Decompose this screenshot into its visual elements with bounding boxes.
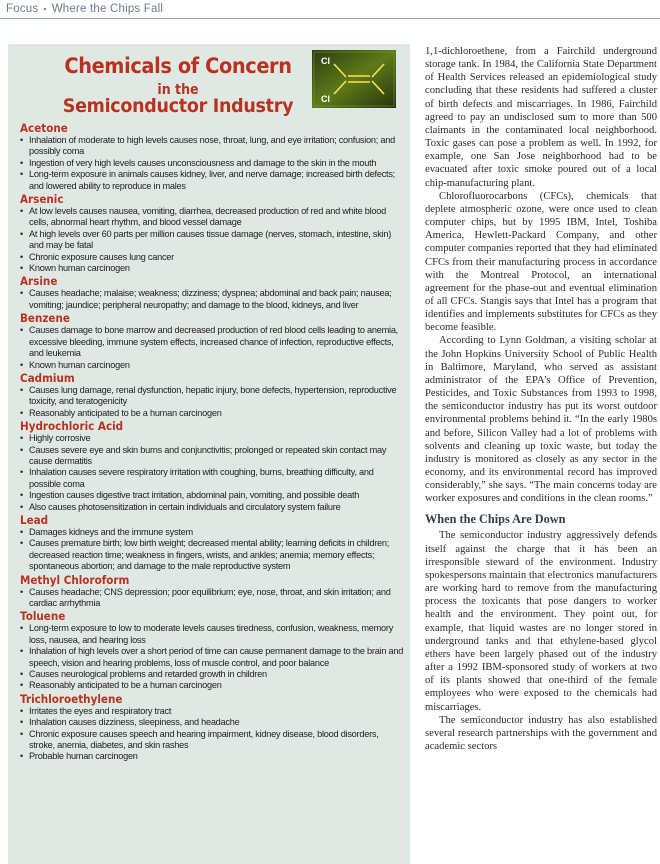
chemical-name: Methyl Chloroform <box>20 573 130 587</box>
chemical-effect-item: • Causes lung damage, renal dysfunction, hepatic injury, bone defects, hypertension, reproductive toxicity, and teratogenicity <box>20 385 404 408</box>
chemical-effect-item: • Highly corrosive <box>20 433 404 444</box>
chemical-entry <box>20 122 404 192</box>
chemical-effects-list <box>20 288 404 311</box>
chemical-effect-item: • Probable human carcinogen <box>20 751 404 762</box>
chemical-effect-item: • Ingestion causes digestive tract irritation, abdominal pain, vomiting, and possible death <box>20 490 404 501</box>
chemical-effect-item: • Inhalation causes dizziness, sleepiness, and headache <box>20 717 404 728</box>
chemical-list <box>20 122 404 764</box>
chemical-effect-item: • Causes severe eye and skin burns and conjunctivitis; prolonged or repeated skin contact may cause dermatitis <box>20 445 404 468</box>
chemical-effect-item: • Reasonably anticipated to be a human carcinogen <box>20 408 404 419</box>
chemical-effect-item: • Long-term exposure in animals causes kidney, liver, and nerve damage; increased birth defects; and lowered ability to reproduce in males <box>20 169 404 192</box>
chemical-effects-list <box>20 706 404 763</box>
header-section: Focus <box>6 3 39 15</box>
header-rule <box>0 18 660 19</box>
article-paragraph: According to Lynn Goldman, a visiting scholar at the John Hopkins University School of Public Health in Baltimore, Maryland, who served as assistant administrator of the EPA's Office of Prevention, Pesticides, and Toxic Substances from 1993 to 1998, the semiconductor industry has put its worst outdoor environmental problems behind it. “In the early 1980s and before, Silicon Valley had a lot of problems with solvents and cleaning up toxic waste, but today the industry is monitored as closely as any sector in the economy, and its environmental record has improved considerably,” she says. “The main concerns today are worker exposures and conditions in the clean rooms.” <box>425 335 657 505</box>
chemical-effects-list <box>20 433 404 513</box>
chemical-effect-item: • Chronic exposure causes speech and hearing impairment, kidney disease, blood disorders, stroke, anemia, diabetes, and skin rashes <box>20 729 404 752</box>
chemical-entry <box>20 275 404 311</box>
chemical-effect-item: • Inhalation of high levels over a short period of time can cause permanent damage to the brain and speech, vision and hearing problems, loss of muscle control, and poor balance <box>20 646 404 669</box>
chemical-name: Benzene <box>20 312 70 326</box>
chemical-effect-item: • Ingestion of very high levels causes unconsciousness and damage to the skin in the mouth <box>20 158 404 169</box>
chemical-effect-item: • Long-term exposure to low to moderate levels causes tiredness, confusion, weakness, memory loss, nausea, and hearing loss <box>20 623 404 646</box>
chemical-name: Arsenic <box>20 193 64 207</box>
chemical-effect-item: • At high levels over 60 parts per million causes tissue damage (nerves, stomach, intestine, skin) and may be fatal <box>20 229 404 252</box>
section-subheading: When the Chips Are Down <box>425 512 566 527</box>
chemical-effects-list <box>20 135 404 192</box>
chemical-name: Lead <box>20 513 49 527</box>
chemical-entry <box>20 574 404 610</box>
sidebar-title-line1: Chemicals of Concern <box>64 54 292 78</box>
chemical-entry <box>20 193 404 274</box>
header-separator: ▪ <box>43 4 47 14</box>
molecule-cl-top: Cl <box>321 56 330 66</box>
chemical-entry <box>20 420 404 513</box>
chemical-entry <box>20 312 404 371</box>
chemical-entry <box>20 610 404 691</box>
chemical-effect-item: • Irritates the eyes and respiratory tract <box>20 706 404 717</box>
chemicals-sidebar <box>8 44 410 864</box>
chemical-effect-item: • Also causes photosensitization in certain individuals and circulatory system failure <box>20 502 404 513</box>
dichloroethene-molecule-image <box>312 50 396 108</box>
chemical-effect-item: • Inhalation causes severe respiratory irritation with coughing, burns, breathing difficulty, and possible coma <box>20 467 404 490</box>
chemical-name: Toluene <box>20 610 66 624</box>
article-column <box>425 45 657 753</box>
chemical-effect-item: • Damages kidneys and the immune system <box>20 527 404 538</box>
chemical-effect-item: • Chronic exposure causes lung cancer <box>20 252 404 263</box>
chemical-name: Arsine <box>20 275 58 289</box>
chemical-name: Cadmium <box>20 371 75 385</box>
chemical-effect-item: • Causes damage to bone marrow and decreased production of red blood cells leading to anemia, excessive bleeding, immune system effects, increased chance of infection, reproductive effects, and leukemia <box>20 325 404 359</box>
chemical-effect-item: • Causes headache; CNS depression; poor equilibrium; eye, nose, throat, and skin irritation; and cardiac arrhythmia <box>20 587 404 610</box>
chemical-effects-list <box>20 206 404 274</box>
chemical-entry <box>20 372 404 419</box>
chemical-effects-list <box>20 587 404 610</box>
chemical-name: Acetone <box>20 122 68 135</box>
article-paragraph: The semiconductor industry has also established several research partnerships with the government and academic sectors <box>425 714 657 752</box>
chemical-entry <box>20 693 404 763</box>
chemical-effect-item: • Reasonably anticipated to be a human carcinogen <box>20 680 404 691</box>
article-paragraph: 1,1-dichloroethene, from a Fairchild underground storage tank. In 1984, the California State Department of Health Services released an epidemiological study concluding that these residents had suffered a cluster of birth defects and miscarriages. In 1986, Fairchild agreed to pay an undisclosed sum to more than 500 claimants in the contaminated local neighborhood. Toxic gases can pose a problem as well. In 1992, for example, one San Jose neighborhood had to be evacuated after toxic smoke poured out of a local chip-manufacturing plant. <box>425 46 657 189</box>
running-header <box>0 0 660 20</box>
chemical-effect-item: • Known human carcinogen <box>20 360 404 371</box>
chemical-effect-item: • Causes neurological problems and retarded growth in children <box>20 669 404 680</box>
chemical-effects-list <box>20 385 404 419</box>
chemical-name: Hydrochloric Acid <box>20 420 124 434</box>
chemical-effect-item: • At low levels causes nausea, vomiting, diarrhea, decreased production of red and white blood cells, abnormal heart rhythm, and blood vessel damage <box>20 206 404 229</box>
sidebar-title-line2: in the <box>157 82 199 98</box>
molecule-cl-bottom: Cl <box>321 94 330 104</box>
chemical-entry <box>20 514 404 573</box>
chemical-effect-item: • Causes premature birth; low birth weight; decreased mental ability; learning deficits in children; decreased reaction time; weakness in fingers, wrists, and ankles; anemia; memory effects; spontaneous abortion; and damage to the male reproductive system <box>20 538 404 572</box>
chemical-effect-item: • Causes headache; malaise; weakness; dizziness; dyspnea; abdominal and back pain; nausea; vomiting; jaundice; peripheral neuropathy; and damage to the blood, kidneys, and liver <box>20 288 404 311</box>
article-paragraph: The semiconductor industry aggressively defends itself against the charge that it has been an irresponsible steward of the environment. Industry spokespersons maintain that electronics manufacturers are working hard to remove from the manufacturing process the toxicants that pose dangers to worker health and the environment. They point out, for example, that liquid wastes are no longer stored in underground tanks and that ethylene-based glycol ethers have been largely phased out of the industry after a 1992 IBM-sponsored study of workers at two of its plants showed that one-third of the female employees who were exposed to the chemicals had miscarriages. <box>425 530 657 713</box>
header-text <box>6 3 163 15</box>
chemical-effects-list <box>20 325 404 371</box>
header-title: Where the Chips Fall <box>51 3 164 15</box>
article-paragraph: Chlorofluorocarbons (CFCs), chemicals that deplete atmospheric ozone, were once used to clean computer chips, but by 1995 IBM, Intel, Toshiba America, Hewlett-Packard Company, and other computer companies reported that they had eliminated CFCs from their manufacturing process in accordance with the Montreal Protocol, an international agreement for the phase-out and eventual elimination of all CFCs. Stangis says that Intel has a program that identifies and implements substitutes for CFCs as they become feasible. <box>425 190 657 334</box>
chemical-effects-list <box>20 527 404 573</box>
chemical-effect-item: • Known human carcinogen <box>20 263 404 274</box>
chemical-name: Trichloroethylene <box>20 692 123 706</box>
chemical-effects-list <box>20 623 404 691</box>
sidebar-title-line3: Semiconductor Industry <box>62 95 294 117</box>
chemical-effect-item: • Inhalation of moderate to high levels causes nose, throat, lung, and eye irritation; confusion; and possibly coma <box>20 135 404 158</box>
